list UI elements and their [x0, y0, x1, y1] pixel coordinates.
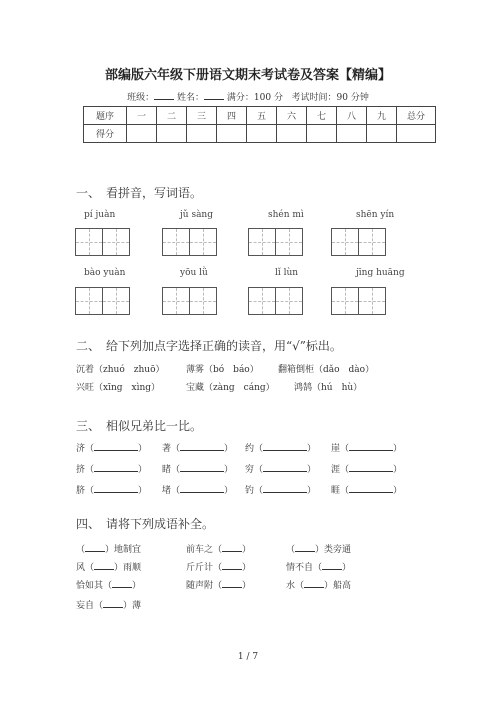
idiom-item[interactable]: 恰如其（ ） — [76, 581, 142, 591]
page-number: 1 / 7 — [237, 652, 259, 662]
score-header-cell: 总分 — [397, 107, 436, 125]
writing-grid[interactable] — [331, 287, 385, 315]
score-row-label: 得分 — [84, 125, 127, 143]
section-3-heading: 三、 相似兄弟比一比。 — [76, 419, 203, 433]
char-compare-item[interactable]: 睹（ ） — [162, 465, 234, 475]
idiom-item[interactable]: 妄自（ ）薄 — [76, 601, 142, 611]
pinyin-label: pí juàn — [84, 210, 116, 220]
idiom-item[interactable]: 风（ ）雨顺 — [76, 563, 142, 573]
reading-choice-item[interactable]: 兴旺（xīng xìng） — [76, 383, 161, 393]
reading-choice-item[interactable]: 鸿鹄（hú hù） — [294, 383, 363, 393]
score-table — [83, 106, 436, 143]
writing-grid[interactable] — [162, 287, 216, 315]
pinyin-label: jǔ sàng — [180, 210, 213, 220]
writing-grid[interactable] — [331, 228, 385, 256]
score-cell[interactable] — [307, 125, 337, 143]
score-header-cell: 九 — [367, 107, 397, 125]
char-compare-item[interactable]: 济（ ） — [76, 444, 148, 454]
char-label: 穷 — [245, 465, 255, 475]
score-cell[interactable] — [277, 125, 307, 143]
pinyin-label: shén mì — [268, 210, 304, 220]
char-label: 崖 — [331, 444, 341, 454]
idiom-item[interactable]: 前车之（ ） — [186, 545, 252, 555]
idiom-item[interactable]: 水（ ）船高 — [286, 581, 352, 591]
idiom-item[interactable]: （ ）类旁通 — [286, 545, 352, 555]
page-title: 部编版六年级下册语文期末考试卷及答案【精编】 — [104, 68, 391, 83]
char-label: 钓 — [245, 486, 255, 496]
char-compare-item[interactable]: 挤（ ） — [76, 465, 148, 475]
idiom-item[interactable]: 斤斤计（ ） — [186, 563, 252, 573]
char-label: 睹 — [162, 465, 172, 475]
idiom-item[interactable]: （ ）地制宜 — [76, 545, 142, 555]
writing-grid[interactable] — [75, 228, 129, 256]
pinyin-label: jīng huāng — [356, 268, 405, 278]
score-cell[interactable] — [217, 125, 247, 143]
score-cell[interactable] — [187, 125, 217, 143]
char-label: 脐 — [76, 486, 86, 496]
exam-info-line — [0, 90, 496, 103]
section-2-heading: 二、 给下列加点字选择正确的读音，用“√”标出。 — [76, 339, 342, 353]
score-cell[interactable] — [247, 125, 277, 143]
score-header-cell: 一 — [127, 107, 157, 125]
char-label: 堵 — [162, 486, 172, 496]
section-1-heading: 一、 看拼音，写词语。 — [76, 186, 203, 200]
score-header-cell: 八 — [337, 107, 367, 125]
pinyin-label: shēn yín — [356, 210, 395, 220]
idiom-item[interactable]: 随声附（ ） — [186, 581, 252, 591]
score-cell[interactable] — [127, 125, 157, 143]
score-header-cell: 题序 — [84, 107, 127, 125]
name-label: 姓名： — [177, 93, 205, 103]
char-compare-item[interactable]: 钓（ ） — [245, 486, 317, 496]
reading-choice-item[interactable]: 翻箱倒柜（dǎo dào） — [278, 365, 375, 375]
char-label: 约 — [245, 444, 255, 454]
char-compare-item[interactable]: 涯（ ） — [331, 465, 403, 475]
score-header-cell: 三 — [187, 107, 217, 125]
class-blank — [154, 91, 174, 100]
score-header-cell: 二 — [157, 107, 187, 125]
idiom-item[interactable]: 情不自（ ） — [286, 563, 352, 573]
writing-grid[interactable] — [162, 228, 216, 256]
char-compare-item[interactable]: 崖（ ） — [331, 444, 403, 454]
char-compare-item[interactable]: 约（ ） — [245, 444, 317, 454]
writing-grid[interactable] — [248, 287, 302, 315]
score-label: 满分：100 分 — [226, 93, 283, 103]
reading-choice-item[interactable]: 宝藏（zàng cáng） — [186, 383, 275, 393]
pinyin-label: lǐ lùn — [275, 268, 299, 278]
score-header-cell: 五 — [247, 107, 277, 125]
name-blank — [204, 91, 224, 100]
score-cell[interactable] — [397, 125, 436, 143]
char-label: 著 — [162, 444, 172, 454]
pinyin-label: yōu lǜ — [180, 268, 208, 278]
pinyin-label: bào yuàn — [84, 268, 126, 278]
char-label: 睚 — [331, 486, 341, 496]
char-compare-item[interactable]: 睚（ ） — [331, 486, 403, 496]
reading-choice-item[interactable]: 沉着（zhuó zhuō） — [76, 365, 165, 375]
writing-grid[interactable] — [75, 287, 129, 315]
class-label: 班级： — [127, 93, 155, 103]
score-cell[interactable] — [337, 125, 367, 143]
score-cell[interactable] — [367, 125, 397, 143]
score-header-cell: 七 — [307, 107, 337, 125]
time-label: 考试时间：90 分钟 — [291, 93, 369, 103]
char-label: 挤 — [76, 465, 86, 475]
score-header-cell: 四 — [217, 107, 247, 125]
score-cell[interactable] — [157, 125, 187, 143]
char-compare-item[interactable]: 堵（ ） — [162, 486, 234, 496]
char-compare-item[interactable]: 著（ ） — [162, 444, 234, 454]
char-label: 涯 — [331, 465, 341, 475]
char-compare-item[interactable]: 穷（ ） — [245, 465, 317, 475]
writing-grid[interactable] — [248, 228, 302, 256]
reading-choice-item[interactable]: 薄雾（bó báo） — [186, 365, 259, 375]
section-4-heading: 四、 请将下列成语补全。 — [76, 517, 215, 531]
char-compare-item[interactable]: 脐（ ） — [76, 486, 148, 496]
char-label: 济 — [76, 444, 86, 454]
score-header-cell: 六 — [277, 107, 307, 125]
score-table-score-row — [84, 125, 436, 143]
score-table-header-row — [84, 107, 436, 125]
